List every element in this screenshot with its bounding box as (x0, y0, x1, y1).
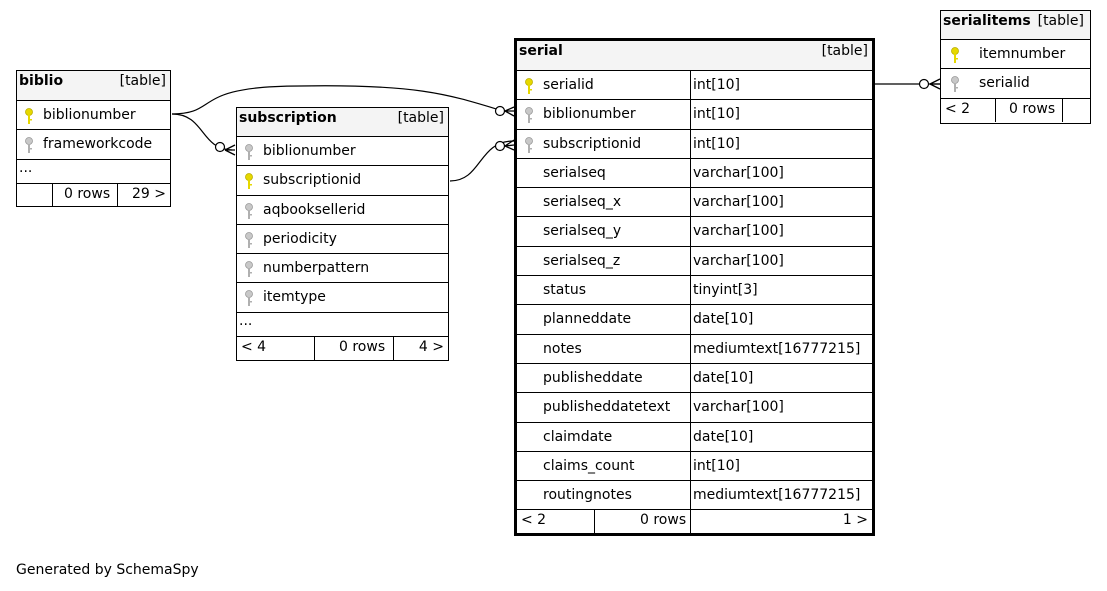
column-name: planneddate (543, 311, 632, 328)
table-name: serialitems (943, 13, 1031, 29)
column-row[interactable] (517, 217, 872, 246)
column-row[interactable] (941, 40, 1090, 69)
zero-many-marker-serial-subscription (496, 142, 505, 151)
table-name: biblio (19, 73, 64, 89)
column-row[interactable] (237, 196, 448, 225)
column-row[interactable] (517, 100, 872, 129)
column-name: claims_count (543, 457, 635, 474)
column-name: status (543, 282, 587, 299)
zero-many-marker-subscription (216, 143, 225, 152)
column-row[interactable] (237, 166, 448, 195)
column-row[interactable] (237, 137, 448, 166)
column-name: biblionumber (543, 106, 636, 123)
foreign-key-icon (243, 231, 255, 249)
column-type: tinyint[3] (693, 282, 758, 299)
column-row[interactable] (517, 452, 872, 481)
column-row[interactable] (517, 247, 872, 276)
column-row[interactable] (517, 423, 872, 452)
table-header (941, 11, 1090, 40)
foreign-key-icon (523, 136, 535, 154)
column-name: itemtype (263, 289, 326, 306)
primary-key-icon (23, 107, 35, 125)
column-row[interactable] (17, 101, 170, 130)
more-columns: ... (17, 160, 170, 184)
footer-prev[interactable]: < 4 (241, 338, 267, 355)
column-type: varchar[100] (693, 194, 784, 211)
foreign-key-icon (23, 136, 35, 154)
column-name: periodicity (263, 230, 337, 247)
table-kind: [table] (397, 110, 444, 126)
column-name: serialseq_y (543, 223, 622, 240)
column-name: serialseq_x (543, 194, 622, 211)
column-name: serialid (543, 77, 594, 93)
table-serialitems[interactable] (940, 10, 1091, 124)
column-type: varchar[100] (693, 252, 784, 269)
zero-many-marker-serialitems (920, 80, 929, 89)
table-header (517, 41, 872, 71)
column-name: itemnumber (979, 46, 1066, 62)
footer-next[interactable]: 1 > (842, 512, 868, 529)
column-type: mediumtext[16777215] (693, 487, 861, 504)
column-row[interactable] (517, 159, 872, 188)
column-row[interactable] (17, 130, 170, 159)
column-name: biblionumber (263, 143, 356, 159)
column-type: int[10] (693, 135, 740, 152)
column-row[interactable] (517, 364, 872, 393)
table-header (17, 71, 170, 101)
foreign-key-icon (243, 202, 255, 220)
generated-by-caption: Generated by SchemaSpy (16, 562, 199, 578)
footer-prev[interactable]: < 2 (521, 512, 547, 529)
column-row[interactable] (517, 276, 872, 305)
foreign-key-icon (243, 289, 255, 307)
column-name: claimdate (543, 428, 613, 445)
primary-key-icon (949, 46, 961, 64)
column-type: date[10] (693, 369, 754, 386)
column-type: varchar[100] (693, 399, 784, 416)
column-name: serialseq_z (543, 252, 621, 269)
table-header (237, 108, 448, 137)
more-columns: ... (237, 313, 448, 337)
foreign-key-icon (243, 260, 255, 278)
table-biblio[interactable] (16, 70, 171, 207)
column-row[interactable] (941, 69, 1090, 98)
footer-rows: 0 rows (64, 185, 111, 202)
column-row[interactable] (517, 130, 872, 159)
column-type: date[10] (693, 428, 754, 445)
column-type: int[10] (693, 106, 740, 123)
table-serial[interactable] (514, 38, 875, 536)
zero-many-marker-serial-biblio (496, 107, 505, 116)
column-row[interactable] (237, 254, 448, 283)
column-row[interactable] (517, 188, 872, 217)
column-row[interactable] (237, 225, 448, 254)
footer-next[interactable]: 29 > (132, 185, 166, 202)
column-row[interactable] (517, 305, 872, 334)
table-footer (941, 99, 1090, 122)
column-type: int[10] (693, 77, 740, 93)
table-kind: [table] (119, 73, 166, 89)
column-name: serialseq (543, 164, 606, 181)
column-name: publisheddatetext (543, 399, 671, 416)
footer-rows: 0 rows (1009, 100, 1056, 117)
foreign-key-icon (243, 143, 255, 161)
column-row[interactable] (517, 393, 872, 422)
column-name: numberpattern (263, 260, 370, 277)
primary-key-icon (243, 172, 255, 190)
column-name: publisheddate (543, 369, 643, 386)
primary-key-icon (523, 77, 535, 95)
footer-prev[interactable]: < 2 (945, 100, 971, 117)
table-kind: [table] (1037, 13, 1084, 29)
footer-rows: 0 rows (640, 512, 687, 529)
column-name: notes (543, 340, 582, 357)
column-row[interactable] (517, 71, 872, 100)
column-type: mediumtext[16777215] (693, 340, 861, 357)
column-type: varchar[100] (693, 164, 784, 181)
table-footer (237, 337, 448, 360)
column-name: subscriptionid (263, 172, 362, 189)
column-name: routingnotes (543, 487, 632, 504)
column-type: int[10] (693, 457, 740, 474)
column-row[interactable] (517, 481, 872, 510)
column-name: aqbooksellerid (263, 201, 366, 218)
table-footer (17, 184, 170, 207)
column-name: frameworkcode (43, 136, 153, 153)
foreign-key-icon (949, 75, 961, 93)
foreign-key-icon (523, 106, 535, 124)
column-row[interactable] (517, 335, 872, 364)
column-name: subscriptionid (543, 135, 642, 152)
column-row[interactable] (237, 283, 448, 312)
column-type: date[10] (693, 311, 754, 328)
footer-next[interactable]: 4 > (418, 338, 444, 355)
table-name: serial (519, 43, 563, 59)
column-name: biblionumber (43, 107, 136, 123)
table-name: subscription (239, 110, 337, 126)
column-type: varchar[100] (693, 223, 784, 240)
column-name: serialid (979, 75, 1030, 92)
table-kind: [table] (821, 43, 868, 59)
table-subscription[interactable] (236, 107, 449, 361)
footer-rows: 0 rows (339, 338, 386, 355)
table-footer (517, 510, 872, 533)
